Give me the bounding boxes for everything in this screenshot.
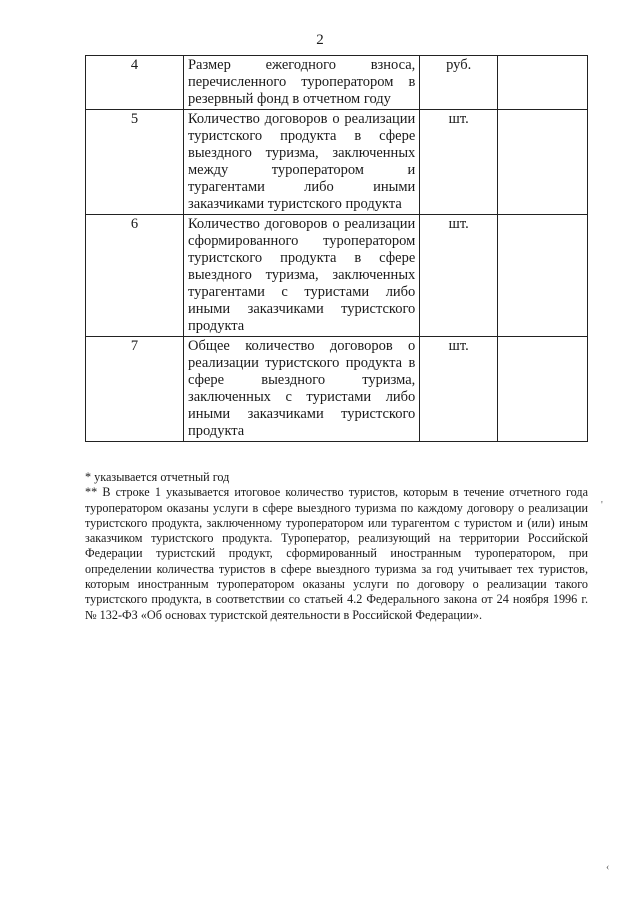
row-number: 6: [86, 215, 184, 337]
footnote-reporting-year: * указывается отчетный год: [85, 470, 230, 484]
row-unit: шт.: [420, 337, 498, 442]
page-number: 2: [316, 32, 324, 48]
row-value: [498, 56, 588, 110]
row-value: [498, 337, 588, 442]
table-row: [86, 337, 588, 442]
row-description: Размер ежегодного взноса, перечисленного туроператором в резервный фонд в отчетном году: [183, 56, 419, 110]
row-description: Количество договоров о реализации туристского продукта в сфере выездного туризма, заключенных между туроператором и турагентами либо иными заказчиками туристского продукта: [183, 110, 419, 215]
row-value: [498, 110, 588, 215]
scan-mark: ': [601, 500, 603, 511]
row-unit: шт.: [420, 215, 498, 337]
report-table: [85, 55, 588, 442]
row-description: Общее количество договоров о реализации туристского продукта в сфере выездного туризма, заключенных с туристами либо иными заказчиками туристского продукта: [183, 337, 419, 442]
row-unit: руб.: [420, 56, 498, 110]
table-row: [86, 110, 588, 215]
footnote-tourists-count: ** В строке 1 указывается итоговое количество туристов, которым в течение отчетного года туроператором оказаны услуги в сфере выездного туризма по каждому договору о реализации туристского продукта, заключенному туроператором или турагентом с туристом и (или) иным заказчиком туристского продукта. Туроператор, реализующий на территории Российской Федерации туристский продукт, сформированный иностранным туроператором, при определении количества туристов в сфере выездного туризма за год учитывает тех туристов, которым иностранным туроператором оказаны услуги по договору о реализации такого туристского продукта, в соответствии со статьей 4.2 Федерального закона от 24 ноября 1996 г. № 132-ФЗ «Об основах туристской деятельности в Российской Федерации».: [85, 485, 588, 622]
row-number: 5: [86, 110, 184, 215]
row-unit: шт.: [420, 110, 498, 215]
table-row: [86, 215, 588, 337]
row-number: 7: [86, 337, 184, 442]
row-value: [498, 215, 588, 337]
footnotes: [85, 470, 588, 623]
scan-mark: ‹: [606, 862, 610, 873]
row-number: 4: [86, 56, 184, 110]
table-row: [86, 56, 588, 110]
row-description: Количество договоров о реализации сформированного туроператором туристского продукта в сфере выездного туризма, заключенных турагентами с туристами либо иными заказчиками туристского продукта: [183, 215, 419, 337]
